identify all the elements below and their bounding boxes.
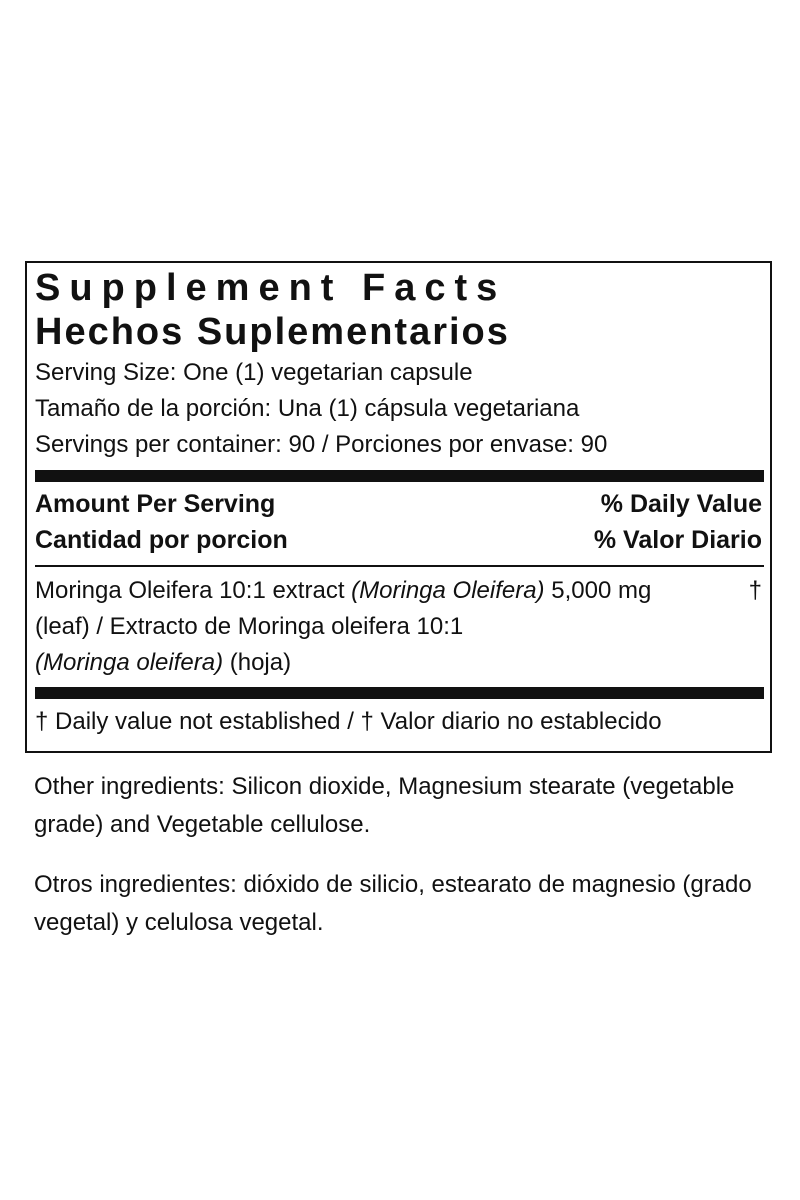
ingredient-part: (hoja) (223, 649, 292, 676)
ingredient-latin-name: (Moringa Oleifera) (351, 577, 545, 604)
daily-value-header: % Daily Value (600, 490, 762, 518)
daily-value-footnote: † Daily value not established / † Valor diario no establecido (35, 708, 662, 735)
amount-per-serving-header: Amount Per Serving (35, 490, 276, 518)
ingredient-line-3 (35, 647, 291, 679)
panel-title: Supplement Facts (35, 267, 507, 309)
thin-divider (35, 565, 764, 567)
ingredient-line-1 (35, 575, 651, 607)
supplement-facts-panel (25, 261, 772, 753)
ingredient-latin-name-spanish: (Moringa oleifera) (35, 649, 224, 676)
ingredient-amount: 5,000 mg (544, 577, 652, 604)
thick-divider-bottom (35, 687, 764, 699)
amount-per-serving-header-spanish: Cantidad por porcion (35, 526, 288, 554)
panel-title-spanish: Hechos Suplementarios (35, 311, 510, 353)
daily-value-header-spanish: % Valor Diario (593, 526, 762, 554)
ingredient-line-2: (leaf) / Extracto de Moringa oleifera 10:1 (35, 613, 464, 640)
serving-size: Serving Size: One (1) vegetarian capsule (35, 359, 473, 386)
thick-divider (35, 470, 764, 482)
ingredient-name: Moringa Oleifera 10:1 extract (35, 577, 352, 604)
other-ingredients-spanish: Otros ingredientes: dióxido de silicio, estearato de magnesio (grado vegetal) y celulosa vegetal. (34, 871, 752, 936)
other-ingredients-english: Other ingredients: Silicon dioxide, Magnesium stearate (vegetable grade) and Vegetable cellulose. (34, 773, 735, 838)
serving-size-spanish: Tamaño de la porción: Una (1) cápsula vegetariana (35, 395, 580, 422)
ingredient-daily-value: † (748, 577, 762, 604)
servings-per-container: Servings per container: 90 / Porciones por envase: 90 (35, 431, 608, 458)
